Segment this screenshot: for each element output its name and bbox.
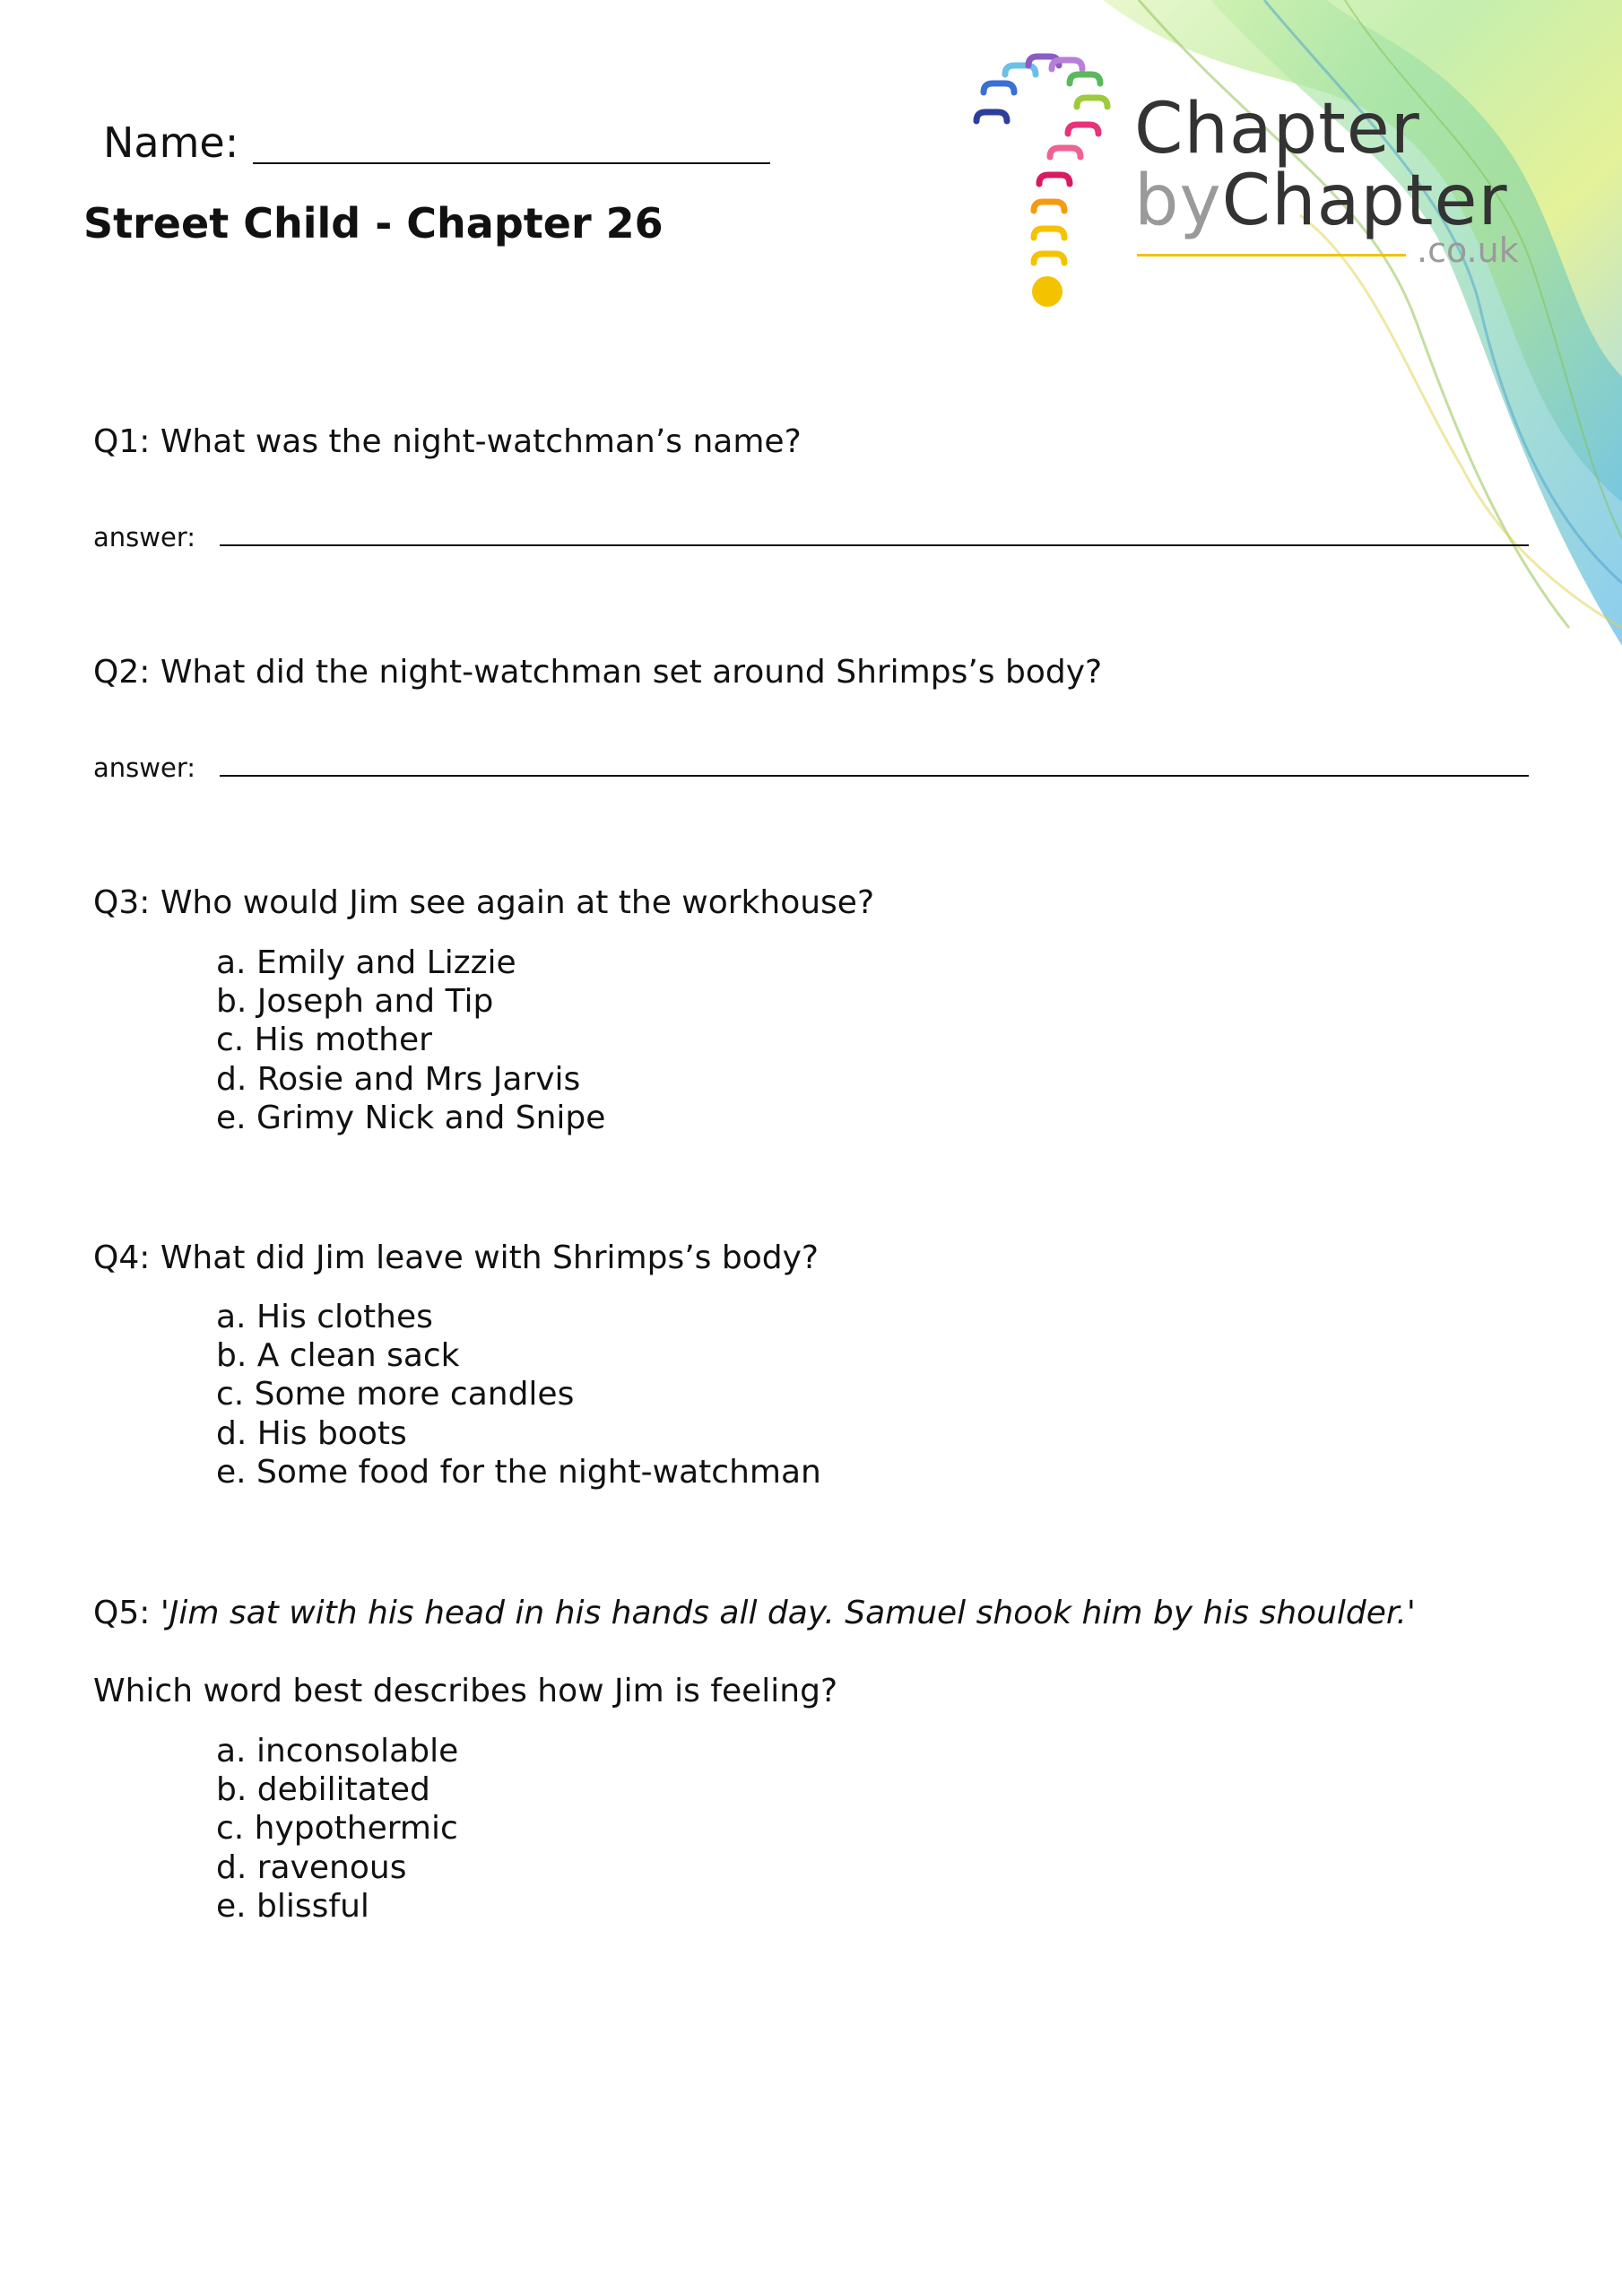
- question-1: Q1: What was the night-watchman’s name?: [93, 423, 802, 460]
- logo-text-chapter-2: Chapter: [1221, 161, 1508, 241]
- question-5-option-b[interactable]: b. debilitated: [216, 1771, 430, 1809]
- question-4-option-c[interactable]: c. Some more candles: [216, 1376, 575, 1413]
- question-2-answer-line[interactable]: [220, 775, 1529, 777]
- question-4-option-d[interactable]: d. His boots: [216, 1414, 407, 1452]
- question-3-option-e[interactable]: e. Grimy Nick and Snipe: [216, 1099, 606, 1136]
- logo: [964, 49, 1538, 318]
- question-5-prefix: Q5:: [93, 1595, 151, 1631]
- logo-mark-icon: [964, 49, 1116, 318]
- question-3: Q3: Who would Jim see again at the workhouse?: [93, 884, 875, 921]
- name-label: Name:: [103, 118, 239, 167]
- logo-text-chapter: Chapter: [1134, 89, 1420, 170]
- name-input-line[interactable]: [253, 162, 770, 164]
- question-2-answer-label: answer:: [93, 752, 196, 783]
- question-2: Q2: What did the night-watchman set around Shrimps’s body?: [93, 654, 1103, 691]
- question-4-option-e[interactable]: e. Some food for the night-watchman: [216, 1453, 821, 1491]
- question-5-prompt: Which word best describes how Jim is feeling?: [93, 1673, 838, 1709]
- question-3-option-a[interactable]: a. Emily and Lizzie: [216, 944, 516, 981]
- question-5-option-d[interactable]: d. ravenous: [216, 1848, 407, 1886]
- logo-underline: [1137, 254, 1406, 257]
- question-4-options: [216, 1298, 821, 1492]
- question-5-options: [216, 1732, 458, 1926]
- question-5-option-e[interactable]: e. blissful: [216, 1887, 369, 1925]
- question-1-answer-line[interactable]: [220, 544, 1529, 546]
- question-3-option-d[interactable]: d. Rosie and Mrs Jarvis: [216, 1060, 581, 1098]
- page-title: Street Child - Chapter 26: [83, 199, 664, 248]
- question-5: [93, 1595, 1416, 1631]
- question-4: Q4: What did Jim leave with Shrimps’s body?: [93, 1239, 819, 1276]
- question-1-answer-label: answer:: [93, 522, 196, 552]
- logo-text-by-chapter: [1134, 161, 1508, 241]
- logo-text-by: by: [1134, 161, 1222, 241]
- question-4-option-b[interactable]: b. A clean sack: [216, 1337, 460, 1375]
- question-5-option-a[interactable]: a. inconsolable: [216, 1733, 459, 1770]
- question-3-options: [216, 944, 605, 1137]
- question-3-option-b[interactable]: b. Joseph and Tip: [216, 983, 494, 1021]
- question-4-option-a[interactable]: a. His clothes: [216, 1299, 433, 1335]
- question-5-quote: 'Jim sat with his head in his hands all day. Samuel shook him by his shoulder.': [160, 1595, 1416, 1631]
- question-3-option-c[interactable]: c. His mother: [216, 1022, 432, 1059]
- question-5-option-c[interactable]: c. hypothermic: [216, 1810, 458, 1848]
- logo-text-couk: .co.uk: [1417, 230, 1519, 270]
